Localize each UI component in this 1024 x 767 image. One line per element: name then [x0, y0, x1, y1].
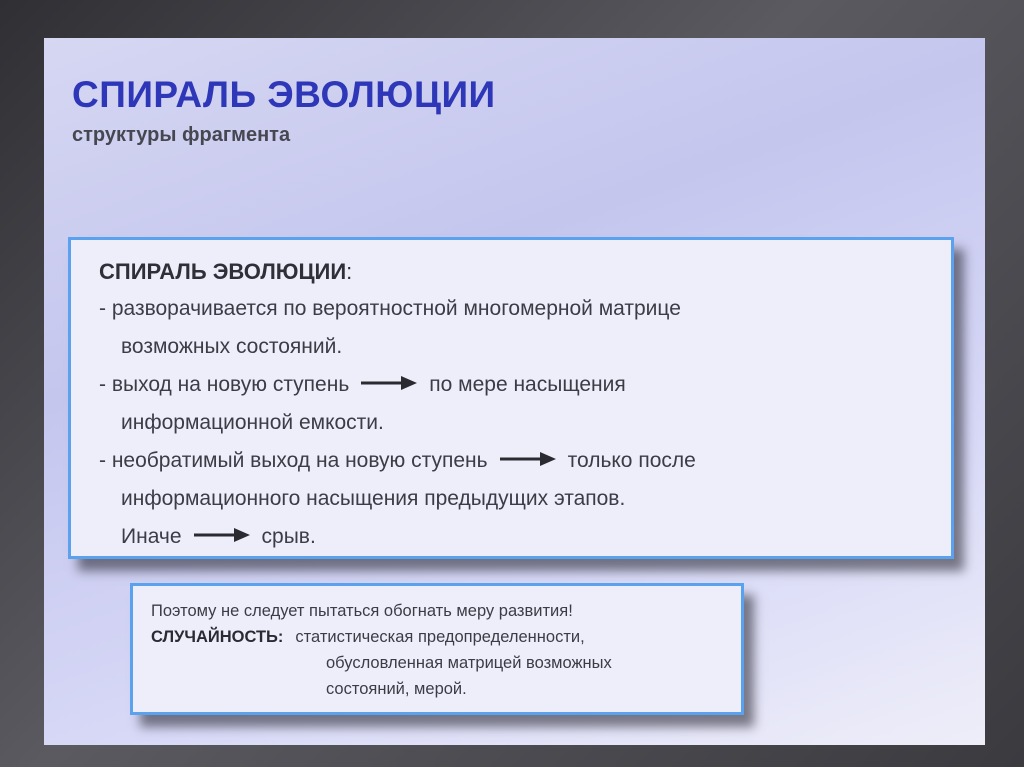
note-line-4: состояний, мерой. [326, 680, 467, 698]
slide-title: СПИРАЛЬ ЭВОЛЮЦИИ [72, 74, 496, 115]
definition-line-5 [99, 442, 931, 480]
definition-line-4: информационной емкости. [121, 411, 384, 434]
note-box [130, 583, 744, 715]
note-line-2 [151, 624, 727, 650]
definition-line-3-start: - выход на новую ступень [99, 373, 350, 396]
definition-line-1: - разворачивается по вероятностной многомерной матрице [99, 297, 681, 320]
arrow-right-icon [361, 366, 417, 404]
definition-line-2: возможных состояний. [121, 335, 343, 358]
definition-line-3-end: по мере насыщения [429, 373, 626, 396]
box-heading-colon: : [346, 259, 353, 284]
definition-line-5-end: только после [567, 449, 696, 472]
definition-line-3 [99, 366, 931, 404]
box-heading [99, 254, 931, 290]
definition-line-7-end: срыв. [261, 525, 316, 548]
definition-line-5-start: - необратимый выход на новую ступень [99, 449, 488, 472]
note-term: СЛУЧАЙНОСТЬ [151, 628, 278, 646]
arrow-right-icon [500, 442, 556, 480]
slide [44, 38, 985, 745]
note-term-colon: : [277, 628, 284, 646]
note-line-1: Поэтому не следует пытаться обогнать меру развития! [151, 602, 573, 620]
definition-line-7-start: Иначе [121, 525, 182, 548]
slide-subtitle: структуры фрагмента [72, 124, 291, 146]
box-heading-text: СПИРАЛЬ ЭВОЛЮЦИИ [99, 259, 347, 284]
definition-box [68, 237, 954, 559]
note-line-2-text: статистическая предопределенности, [295, 628, 585, 646]
arrow-right-icon [194, 518, 250, 556]
definition-line-7 [99, 518, 931, 556]
definition-line-6: информационного насыщения предыдущих этапов. [121, 487, 626, 510]
note-line-3: обусловленная матрицей возможных [326, 654, 612, 672]
